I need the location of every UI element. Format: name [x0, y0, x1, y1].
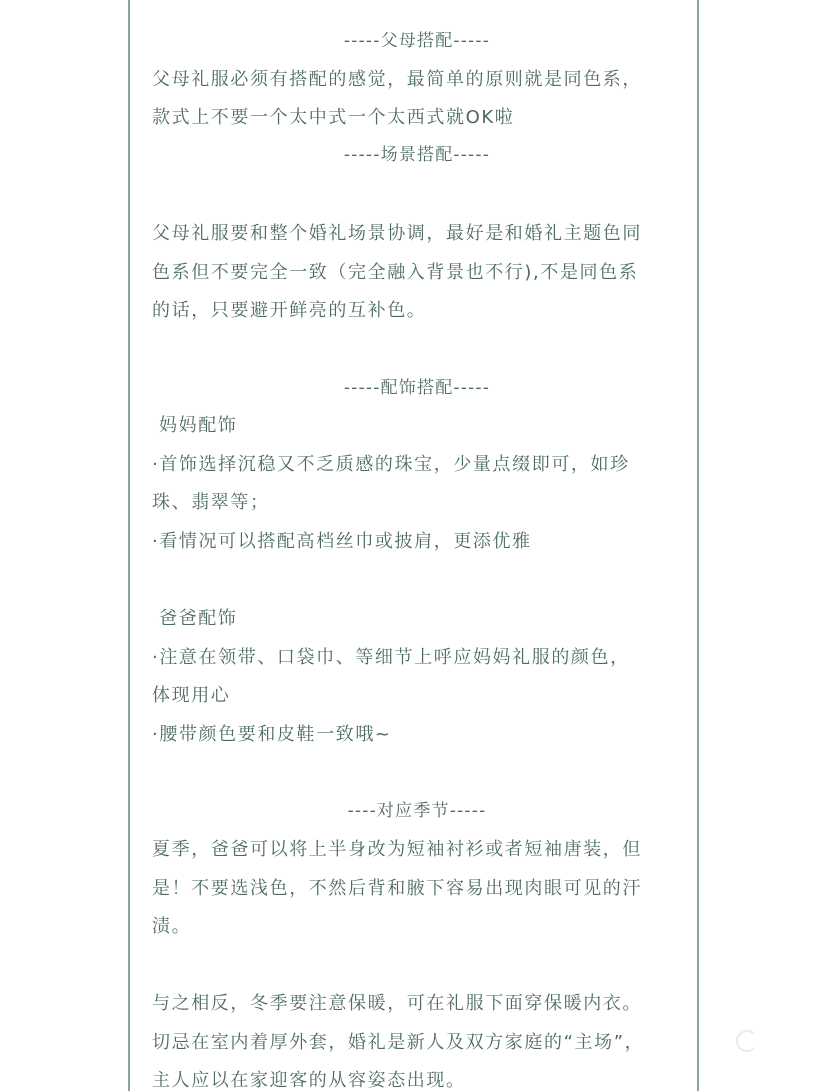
- paragraph-line: 的话，只要避开鲜亮的互补色。: [152, 300, 427, 321]
- paragraph-line: 是！不要选浅色，不然后背和腋下容易出现肉眼可见的汗: [152, 878, 642, 899]
- faint-watermark-icon: [736, 1030, 758, 1052]
- dad-accessories-title: 爸爸配饰: [159, 608, 238, 629]
- list-item: ·注意在领带、口袋巾、等细节上呼应妈妈礼服的颜色，: [152, 647, 630, 668]
- paragraph-line: 款式上不要一个太中式一个太西式就OK啦: [152, 107, 515, 128]
- paragraph-line: 主人应以在家迎客的从容姿态出现。: [152, 1070, 466, 1091]
- paragraph-line: 切忌在室内着厚外套，婚礼是新人及双方家庭的“主场”，: [152, 1032, 645, 1053]
- list-item: 珠、翡翠等；: [152, 492, 270, 513]
- list-item: ·腰带颜色要和皮鞋一致哦~: [152, 724, 392, 745]
- paragraph-line: 渍。: [152, 916, 192, 937]
- paragraph-line: 色系但不要完全一致（完全融入背景也不行),不是同色系: [152, 262, 639, 283]
- mom-accessories-title: 妈妈配饰: [159, 415, 238, 436]
- list-item: ·首饰选择沉稳又不乏质感的珠宝，少量点缀即可，如珍: [152, 454, 630, 475]
- right-border-line: [697, 0, 699, 1091]
- section-heading-scene: -----场景搭配-----: [343, 145, 491, 165]
- paragraph-line: 父母礼服要和整个婚礼场景协调，最好是和婚礼主题色同: [152, 223, 642, 244]
- paragraph-line: 父母礼服必须有搭配的感觉，最简单的原则就是同色系，: [152, 69, 642, 90]
- paragraph-line: 与之相反，冬季要注意保暖，可在礼服下面穿保暖内衣。: [152, 993, 642, 1014]
- list-item: ·看情况可以搭配高档丝巾或披肩，更添优雅: [152, 531, 532, 552]
- left-border-line: [128, 0, 130, 1091]
- section-heading-parents: -----父母搭配-----: [343, 31, 491, 51]
- section-heading-season: ----对应季节-----: [347, 801, 487, 821]
- list-item: 体现用心: [152, 685, 231, 706]
- section-heading-accessories: -----配饰搭配-----: [343, 378, 491, 398]
- paragraph-line: 夏季，爸爸可以将上半身改为短袖衬衫或者短袖唐装，但: [152, 839, 642, 860]
